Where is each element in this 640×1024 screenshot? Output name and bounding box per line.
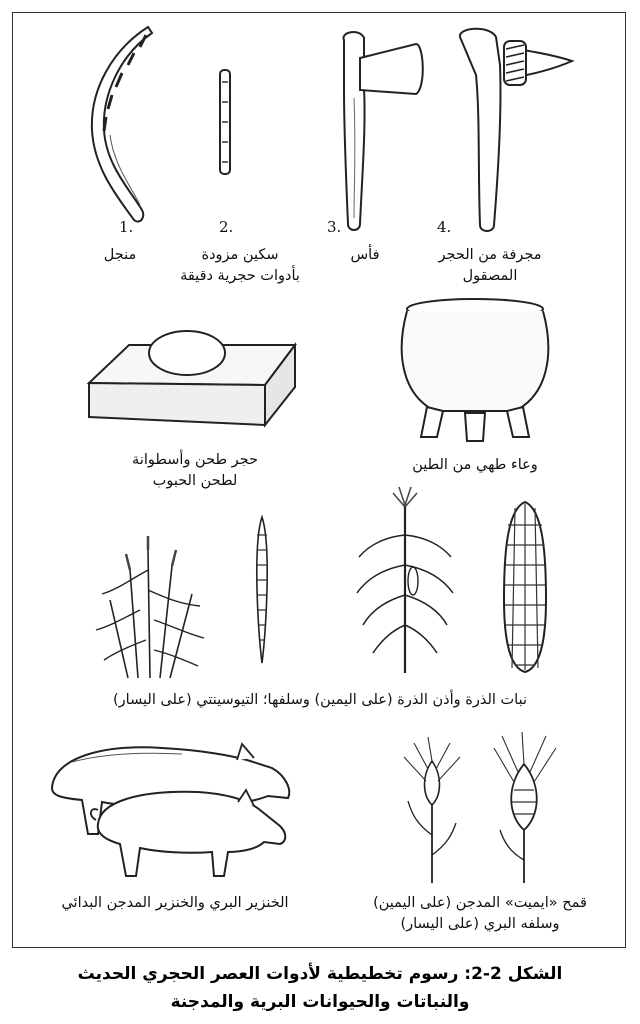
sickle-label xyxy=(85,245,155,266)
axe-label-text: فأس xyxy=(350,247,380,263)
clay-pot-label-text: وعاء طهي من الطين xyxy=(412,457,538,473)
sickle-number: 1. xyxy=(119,218,134,236)
figure-caption xyxy=(20,960,620,1016)
grinding-stone-label-line2: لطحن الحبوب xyxy=(152,473,238,489)
clay-pot-illustration xyxy=(395,295,555,445)
hoe-illustration xyxy=(450,25,580,240)
domestic-pig-illustration xyxy=(88,780,293,880)
maize-ear-illustration xyxy=(500,500,550,675)
wild-wheat-illustration xyxy=(398,735,468,885)
grinding-stone-label xyxy=(95,450,295,492)
knife-label-line2: بأدوات حجرية دقيقة xyxy=(180,268,300,284)
knife-label-line1: سكين مزودة xyxy=(201,247,279,263)
pigs-label-text: الخنزير البري والخنزير المدجن البدائي xyxy=(61,895,289,911)
caption-line2: والنباتات والحيوانات البرية والمدجنة xyxy=(170,992,470,1012)
wheat-label xyxy=(355,893,605,935)
emmer-wheat-illustration xyxy=(490,730,560,885)
maize-teosinte-label-text: نبات الذرة وأذن الذرة (على اليمين) وسلفها؛ التيوسينتي (على اليسار) xyxy=(113,692,527,708)
caption-line1: الشكل 2-2: رسوم تخطيطية لأدوات العصر الحجري الحديث xyxy=(77,964,563,984)
knife-label xyxy=(170,245,310,287)
hoe-label-line1: مجرفة من الحجر xyxy=(438,247,542,263)
axe-label xyxy=(340,245,390,266)
knife-illustration xyxy=(214,68,236,178)
teosinte-ear-illustration xyxy=(252,515,272,665)
wheat-label-line1: قمح «ايميت» المدجن (على اليمين) xyxy=(373,895,587,911)
hoe-label-line2: المصقول xyxy=(462,268,518,284)
axe-illustration xyxy=(330,28,430,238)
wheat-label-line2: وسلفه البري (على اليسار) xyxy=(400,916,560,932)
sickle-label-text: منجل xyxy=(103,247,137,263)
hoe-label xyxy=(420,245,560,287)
hoe-number: 4. xyxy=(437,218,452,236)
maize-teosinte-label xyxy=(60,690,580,711)
maize-plant-illustration xyxy=(355,485,455,675)
grinding-stone-label-line1: حجر طحن وأسطوانة xyxy=(132,452,258,468)
clay-pot-label xyxy=(380,455,570,476)
grinding-stone-illustration xyxy=(85,325,305,435)
axe-number: 3. xyxy=(327,218,342,236)
teosinte-plant-illustration xyxy=(90,530,210,680)
pigs-label xyxy=(40,893,310,914)
sickle-illustration xyxy=(90,25,170,235)
knife-number: 2. xyxy=(219,218,234,236)
